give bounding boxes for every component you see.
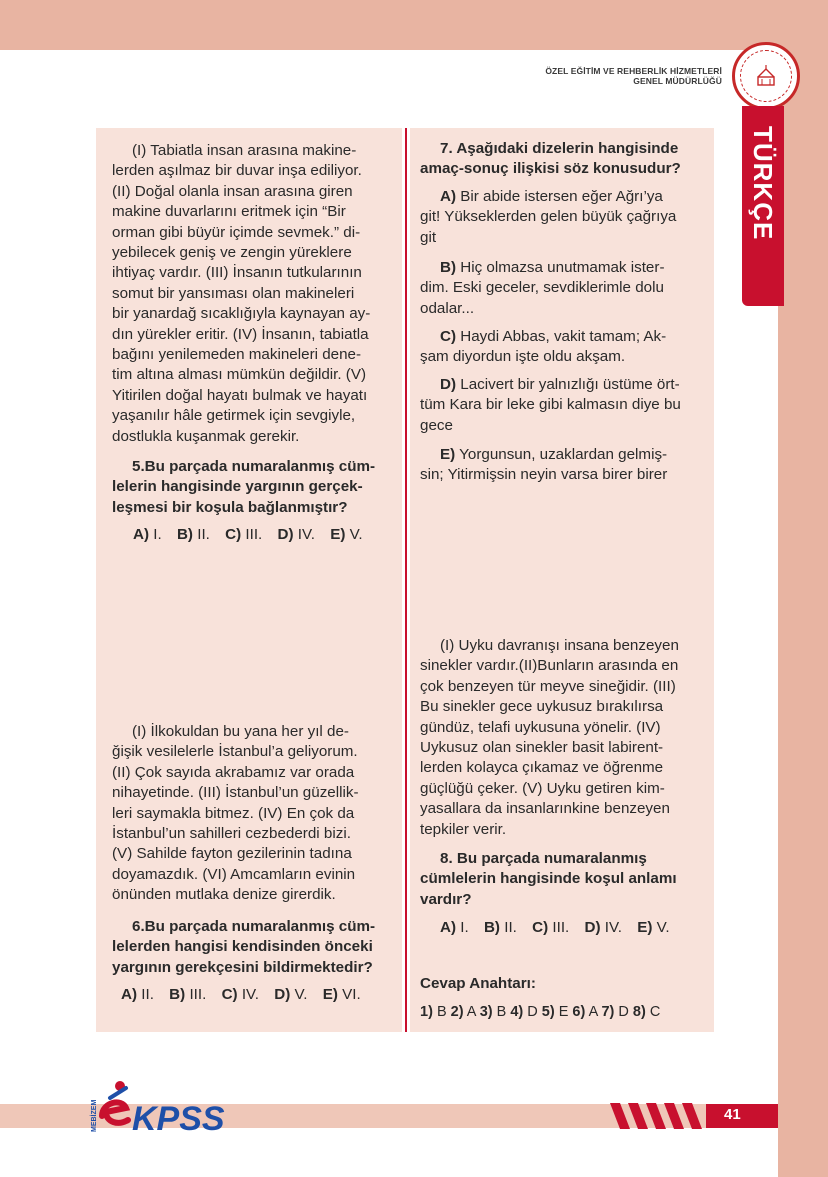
- question-5: 5.Bu parçada numaralanmış cüm- lelerin hangisinde yargının gerçek- leşmesi bir koşula bağlanmıştır?: [112, 458, 376, 516]
- choice[interactable]: A) I.: [440, 919, 469, 936]
- ministry-header: [545, 66, 722, 86]
- logo-side-text: MEBİZEM: [91, 1099, 98, 1132]
- question-6: 6.Bu parçada numaralanmış cüm- lelerden hangisi kendisinden önceki yargının gerekçesini bildirmektedir?: [112, 918, 376, 976]
- question-7-option-d[interactable]: D) Lacivert bir yalnızlığı üstüme ört- tüm Kara bir leke gibi kalmasın diye bu gece: [420, 376, 681, 434]
- choice[interactable]: E) V.: [330, 526, 363, 543]
- ministry-header-line1: ÖZEL EĞİTİM VE REHBERLİK HİZMETLERİ: [545, 66, 722, 76]
- page-number-box: [706, 1104, 778, 1128]
- passage-2: (I) İlkokuldan bu yana her yıl de- ğişik vesilelerle İstanbul’a geliyorum. (II) Çok sayıda akrabamız var orada nihayetinde. (III) İstanbul’un güzellik- leri saymakla bitmez. (IV) En çok da İstanbul’un sahilleri cezbederdi bizi. (V) Sahilde fayton gezilerinin tadına doyamazdık. (VI) Amcamların evinin önünden mutlaka denize girerdik.: [112, 723, 359, 904]
- choice[interactable]: A) I.: [133, 526, 162, 543]
- ekpss-logo-icon: [82, 1072, 242, 1136]
- ministry-seal-icon: [732, 42, 800, 110]
- question-7-option-a[interactable]: A) Bir abide istersen eğer Ağrı’ya git! Yükseklerden gelen büyük çağrıya git: [420, 188, 677, 246]
- right-band: [778, 50, 828, 1177]
- choice[interactable]: E) V.: [637, 919, 670, 936]
- choice[interactable]: B) II.: [483, 919, 517, 936]
- question-7-option-e[interactable]: E) Yorgunsun, uzaklardan gelmiş- sin; Yitirmişsin neyin varsa birer birer: [420, 446, 668, 484]
- passage-1: (I) Tabiatla insan arasına makine- lerden aşılmaz bir duvar inşa ediliyor. (II) Doğal olanla insan arasına giren makine duvarlarını eritmek için “Bir orman gibi büyür içimde sevmek.” di- yebilecek geniş ve zengin yüreklere ihtiyaç vardır. (III) İnsanın tutkularının somut bir yansıması olan makineleri bir yanardağ sıcaklığıyla kaynayan ay- dın yürekler eritir. (IV) İnsanın, tabiatla bağını yenilemeden makineleri dene- tim altına alması mümkün değildir. (V) Yitirilen doğal hayatı bulmak ve hayatı yaşanılır hâle getirmek için sevgiyle, dostlukla kuşanmak gerekir.: [112, 142, 371, 445]
- question-7-option-c[interactable]: C) Haydi Abbas, vakit tamam; Ak- şam diyordun işte oldu akşam.: [420, 328, 667, 366]
- choice[interactable]: D) V.: [274, 986, 308, 1003]
- question-8: 8. Bu parçada numaralanmış cümlelerin hangisinde koşul anlamı vardır?: [420, 850, 677, 908]
- choice[interactable]: C) IV.: [221, 986, 260, 1003]
- choice[interactable]: D) IV.: [584, 919, 622, 936]
- answer-key-item: 4) D: [510, 1004, 538, 1020]
- choice[interactable]: A) II.: [121, 986, 154, 1003]
- question-8-choices: [440, 918, 681, 938]
- choice[interactable]: B) III.: [169, 986, 207, 1003]
- choice[interactable]: C) III.: [532, 919, 570, 936]
- logo-main-text: KPSS: [132, 1100, 225, 1136]
- answer-key-item: 8) C: [632, 1004, 661, 1020]
- column-divider: [405, 128, 407, 1032]
- answer-key: [420, 1002, 660, 1022]
- question-7-option-b[interactable]: B) Hiç olmazsa unutmamak ister- dim. Eski geceler, sevdiklerimle dolu odalar...: [420, 259, 665, 317]
- passage-3: (I) Uyku davranışı insana benzeyen sinekler vardır.(II)Bunların arasında en çok benzeyen tür meyve sineğidir. (III) Bu sinekler gece uykusuz bırakılırsa gündüz, telafi uykusuna yönelir. (IV) Uykusuz olan sinekler basit labirent- lerden kolayca çıkamaz ve öğrenme güçlüğü çeker. (V) Uyku getiren kim- yasallara da insanlarınkine benzeyen tepkiler verir.: [420, 637, 679, 838]
- choice[interactable]: B) II.: [176, 526, 210, 543]
- top-band: [0, 0, 828, 50]
- answer-key-title: Cevap Anahtarı:: [420, 975, 536, 992]
- answer-key-item: 7) D: [601, 1004, 629, 1020]
- page-number: 41: [724, 1106, 741, 1123]
- answer-key-item: 6) A: [572, 1004, 598, 1020]
- question-6-choices: [121, 985, 372, 1005]
- choice[interactable]: D) IV.: [277, 526, 315, 543]
- subject-tab-label: TÜRKÇE: [748, 126, 778, 241]
- ministry-header-line2: GENEL MÜDÜRLÜĞÜ: [633, 76, 722, 86]
- choice[interactable]: C) III.: [225, 526, 263, 543]
- question-7: 7. Aşağıdaki dizelerin hangisinde amaç-sonuç ilişkisi söz konusudur?: [420, 140, 681, 178]
- answer-key-item: 1) B: [420, 1004, 447, 1020]
- choice[interactable]: E) VI.: [322, 986, 361, 1003]
- answer-key-item: 5) E: [541, 1004, 569, 1020]
- answer-key-item: 2) A: [450, 1004, 476, 1020]
- answer-key-item: 3) B: [479, 1004, 507, 1020]
- question-5-choices: [133, 525, 374, 545]
- footer-stripes-icon: [600, 1103, 720, 1129]
